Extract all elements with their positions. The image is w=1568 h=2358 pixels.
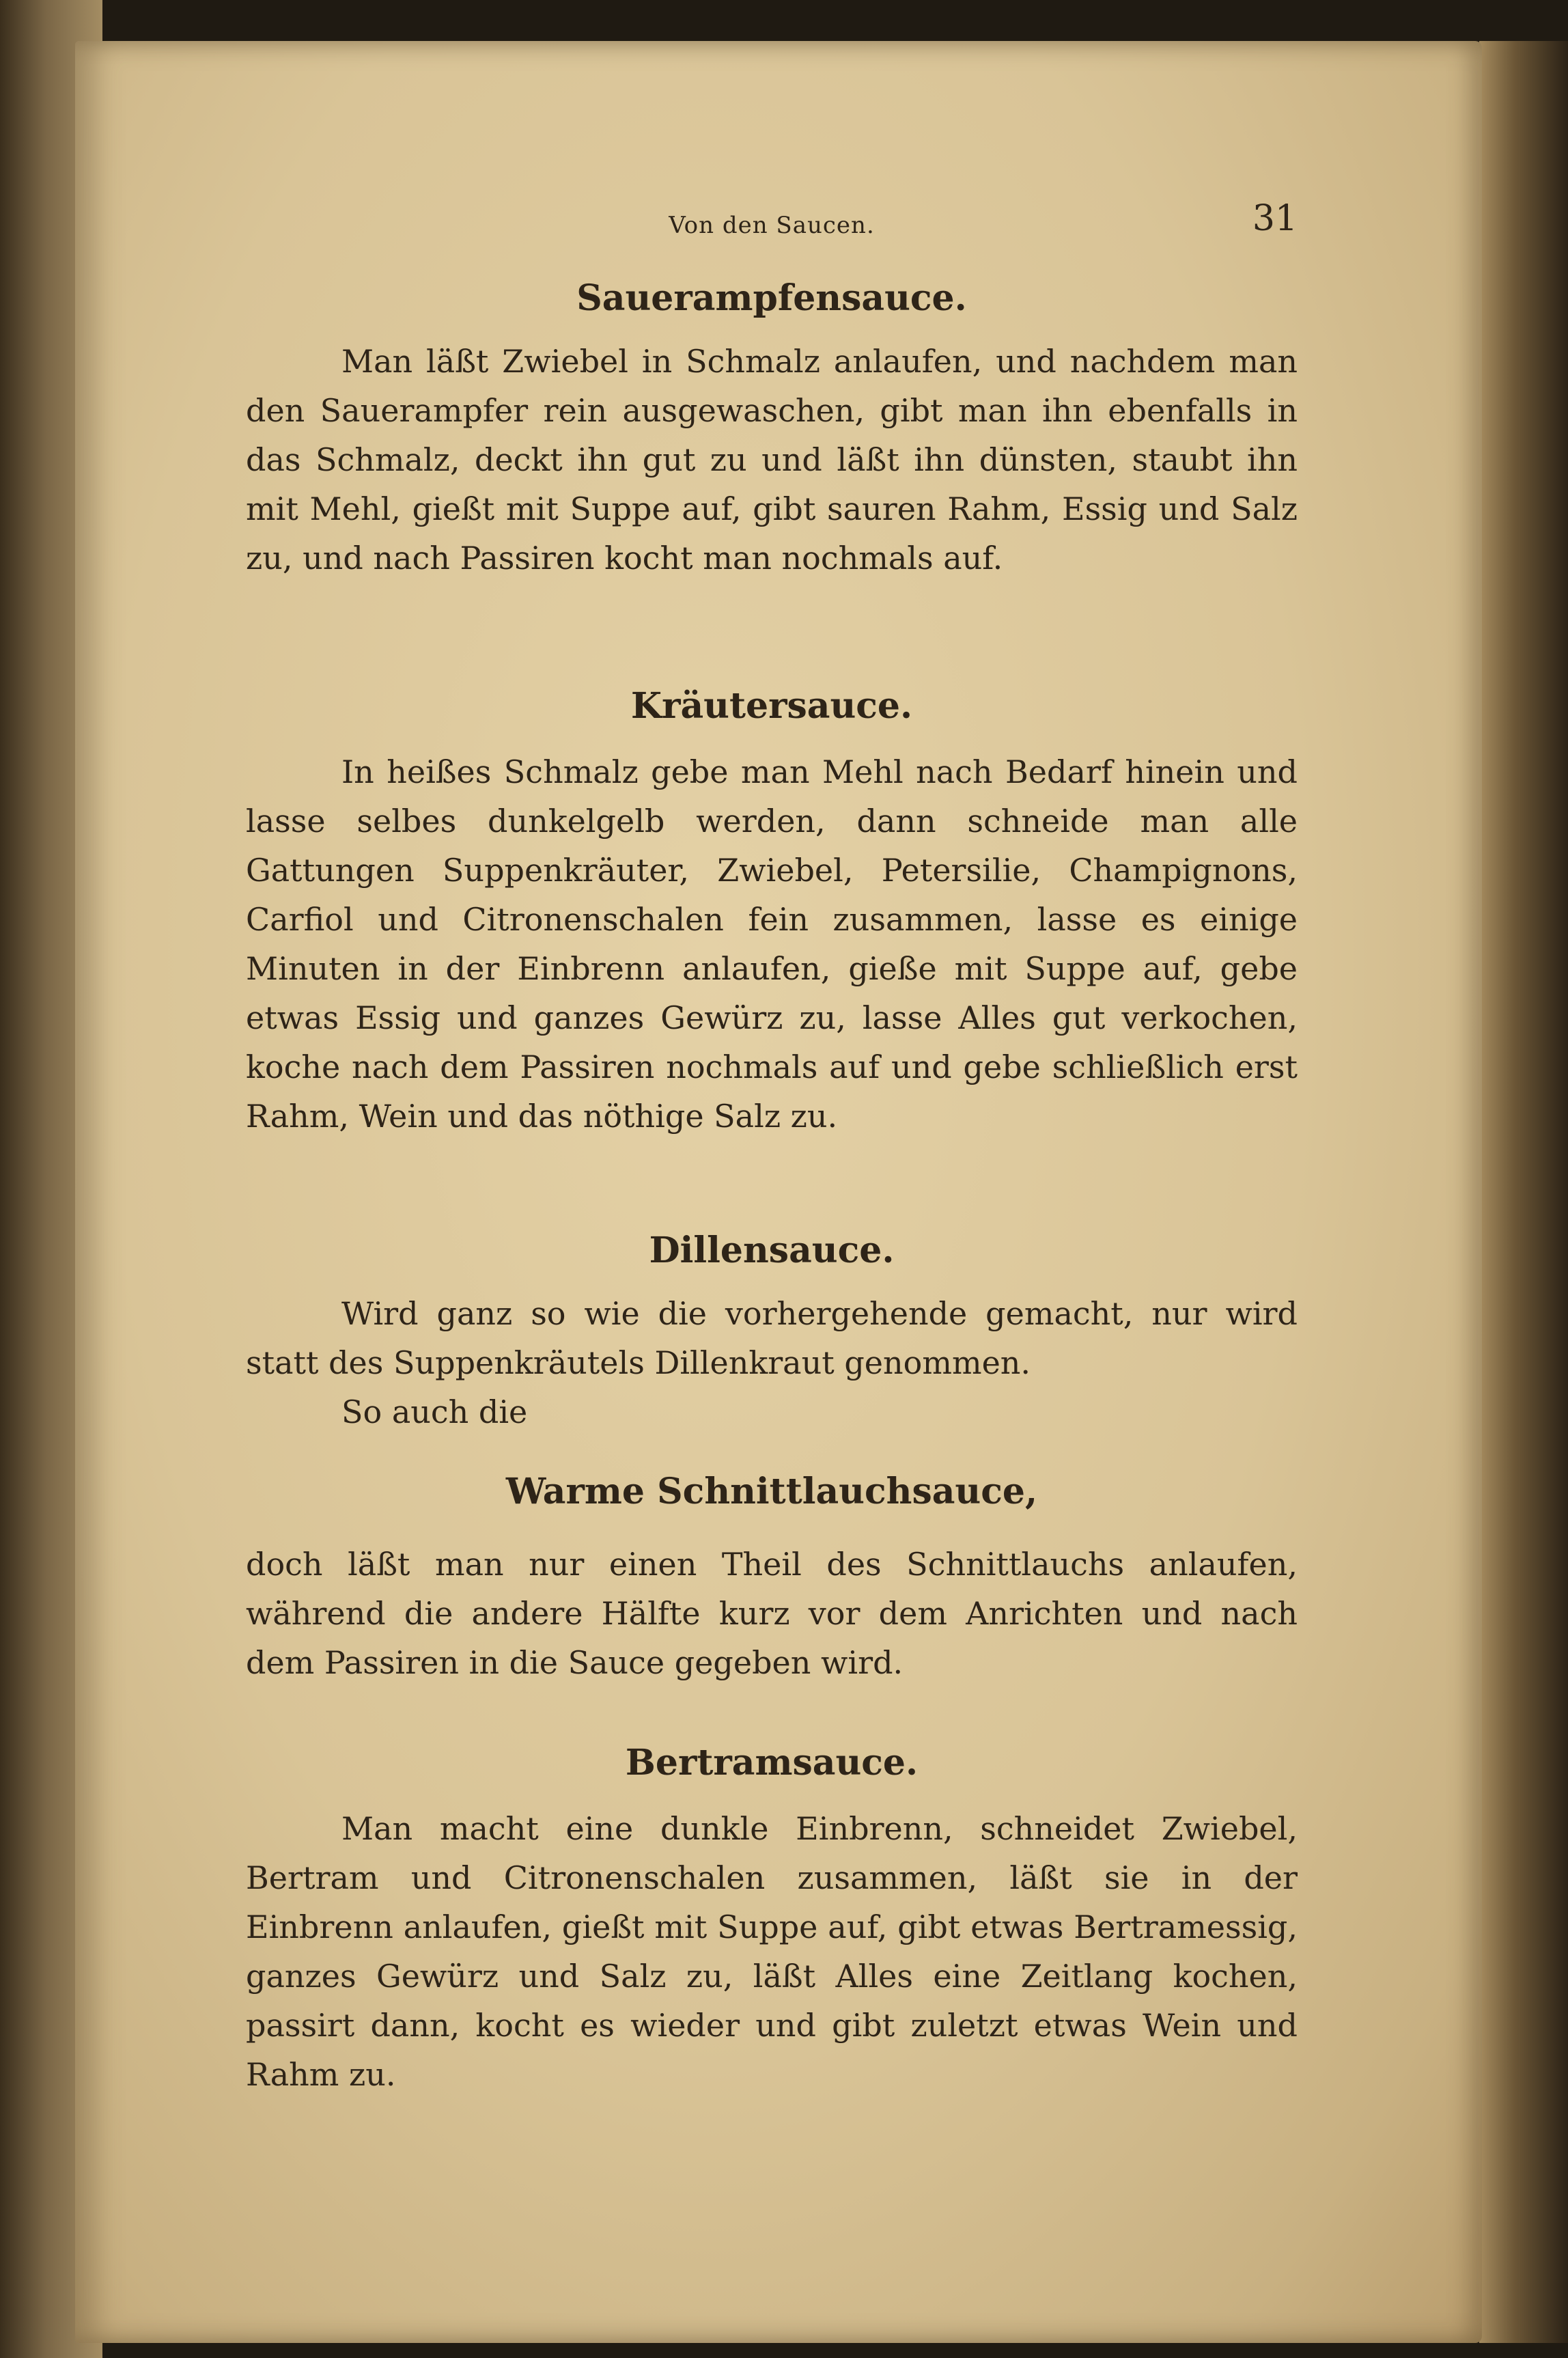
heading-sauerampfensauce: Sauerampfensauce. (576, 277, 967, 319)
page-edge (1479, 41, 1568, 2343)
running-header (246, 198, 1298, 253)
paragraph: So auch die (341, 1393, 528, 1430)
running-title: Von den Saucen. (669, 212, 875, 239)
heading-kraeutersauce: Kräutersauce. (630, 685, 913, 727)
heading-warme-schnittlauchsauce: Warme Schnittlauchsauce, (505, 1471, 1038, 1512)
paragraph: In heißes Schmalz gebe man Mehl nach Bedarf hinein und lasse selbes dunkelgelb werden, dann schneide man alle Gattungen Suppenkräuter, Zwiebel, Petersilie, Champignons, Carfiol und Citronenschalen fein zusammen, lasse es einige Minuten in der Einbrenn anlaufen, gieße mit Suppe auf, gebe etwas Essig und ganzes Gewürz zu, lasse Alles gut verkochen, koche nach dem Passiren nochmals auf und gebe schließlich erst Rahm, Wein und das nöthige Salz zu. (246, 753, 1298, 1135)
paragraph: Wird ganz so wie die vorhergehende gemacht, nur wird statt des Suppenkräutels Dillenkraut genommen. (246, 1295, 1298, 1381)
paragraph: doch läßt man nur einen Theil des Schnittlauchs anlaufen, während die andere Hälfte kurz vor dem Anrichten und nach dem Passiren in die Sauce gegeben wird. (246, 1546, 1298, 1681)
paragraph: Man macht eine dunkle Einbrenn, schneidet Zwiebel, Bertram und Citronenschalen zusammen, läßt sie in der Einbrenn anlaufen, gießt mit Suppe auf, gibt etwas Bertramessig, ganzes Gewürz und Salz zu, läßt Alles eine Zeitlang kochen, passirt dann, kocht es wieder und gibt zuletzt etwas Wein und Rahm zu. (246, 1810, 1298, 2093)
heading-bertramsauce: Bertramsauce. (625, 1742, 919, 1784)
page-content (246, 198, 1298, 2099)
heading-dillensauce: Dillensauce. (649, 1230, 895, 1271)
page-number: 31 (1252, 198, 1298, 239)
paragraph: Man läßt Zwiebel in Schmalz anlaufen, und nachdem man den Sauerampfer rein ausgewaschen, gibt man ihn ebenfalls in das Schmalz, deckt ihn gut zu und läßt ihn dünsten, staubt ihn mit Mehl, gießt mit Suppe auf, gibt sauren Rahm, Essig und Salz zu, und nach Passiren kocht man nochmals auf. (246, 343, 1298, 577)
